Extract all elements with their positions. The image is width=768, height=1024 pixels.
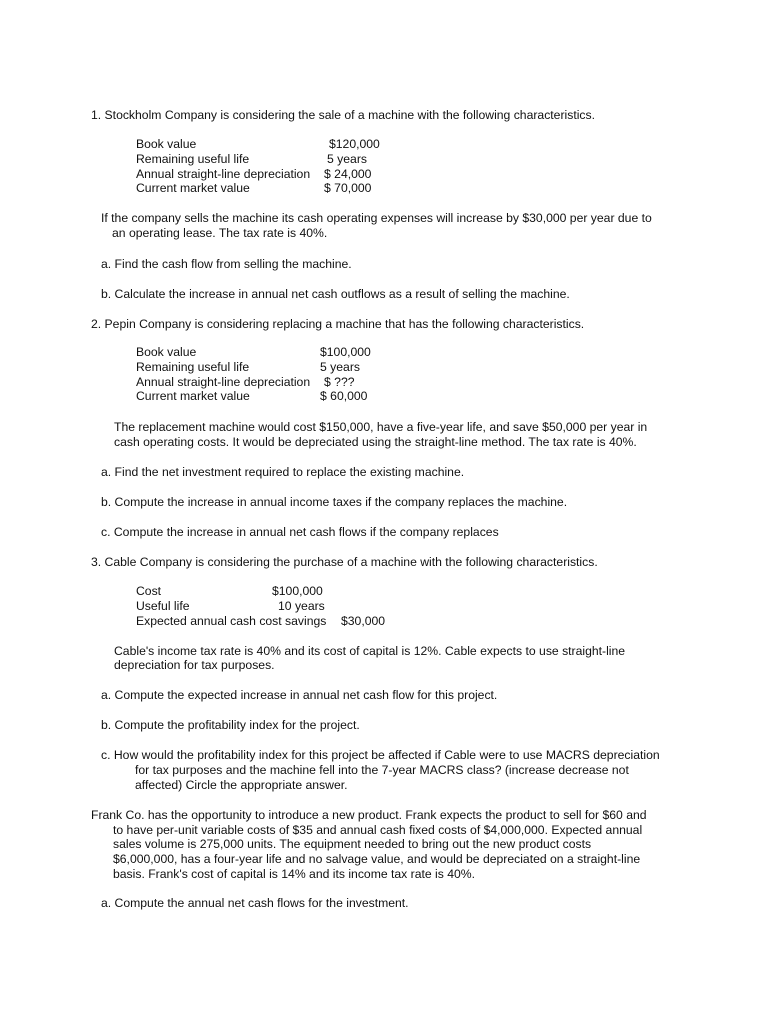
q4-paragraph-line: basis. Frank's cost of capital is 14% and its income tax rate is 40%. <box>113 867 476 881</box>
q1-paragraph-line: an operating lease. The tax rate is 40%. <box>112 226 328 240</box>
q3-part-a: a. Compute the expected increase in annual net cash flow for this project. <box>101 688 498 702</box>
q3-part-b: b. Compute the profitability index for the project. <box>101 718 360 732</box>
q2-part-b: b. Compute the increase in annual income taxes if the company replaces the machine. <box>101 495 568 509</box>
q4-paragraph-line: $6,000,000, has a four-year life and no salvage value, and would be depreciated on a straight-line <box>113 852 641 866</box>
q4-part-a: a. Compute the annual net cash flows for the investment. <box>101 896 409 910</box>
q1-part-a: a. Find the cash flow from selling the machine. <box>101 257 352 271</box>
q3-part-c-line: for tax purposes and the machine fell into the 7-year MACRS class? (increase decrease not <box>135 763 629 777</box>
q1-paragraph-line: If the company sells the machine its cash operating expenses will increase by $30,000 per year due to <box>101 211 652 225</box>
q4-paragraph-line: Frank Co. has the opportunity to introduce a new product. Frank expects the product to sell for $60 and <box>91 808 647 822</box>
q4-paragraph-line: sales volume is 275,000 units. The equipment needed to bring out the new product costs <box>113 837 592 851</box>
q2-paragraph-line: The replacement machine would cost $150,000, have a five-year life, and save $50,000 per year in <box>114 420 648 434</box>
q3-prompt: 3. Cable Company is considering the purchase of a machine with the following characteristics. <box>91 555 598 569</box>
q3-paragraph-line: depreciation for tax purposes. <box>114 658 275 672</box>
q1-prompt: 1. Stockholm Company is considering the sale of a machine with the following characteristics. <box>91 108 595 122</box>
q2-prompt: 2. Pepin Company is considering replacing a machine that has the following characteristics. <box>91 317 585 331</box>
q4-paragraph-line: to have per-unit variable costs of $35 and annual cash fixed costs of $4,000,000. Expected annual <box>113 823 643 837</box>
document-page: 1. Stockholm Company is considering the sale of a machine with the following characteristics. Book value $120,000 Remaining useful life 5 years Annual straight-line depreciation $ 24,000 Current market value $ 70,000 If the company sells the machine its cash operating expenses will increase by $30,000 per year due to an operating lease. The tax rate is 40%. a. Find the cash flow from selling the machine. b. Calculate the increase in annual net cash outflows as a result of selling the machine. 2. Pepin Company is considering replacing a machine that has the following characteristics. Book value $100,000 Remaining useful life 5 years Annual straight-line depreciation $ ??? Current market value $ 60,000 The replacement machine would cost $150,000, have a five-year life, and save $50,000 per year in cash operating costs. It would be depreciated using the straight-line method. The tax rate is 40%. a. Find the net investment required to replace the existing machine. b. Compute the increase in annual income taxes if the company replaces the machine. c. Compute the increase in annual net cash flows if the company replaces 3. Cable Company is considering the purchase of a machine with the following characteristics. Cost $100,000 Useful life 10 years Expected annual cash cost savings $30,000 Cable's income tax rate is 40% and its cost of capital is 12%. Cable expects to use straight-line depreciation for tax purposes. a. Compute the expected increase in annual net cash flow for this project. b. Compute the profitability index for the project. c. How would the profitability index for this project be affected if Cable were to use MACRS depreciation for tax purposes and the machine fell into the 7-year MACRS class? (increase decrease not affected) Circle the appropriate answer. Frank Co. has the opportunity to introduce a new product. Frank expects the product to sell for $60 and to have per-unit variable costs of $35 and annual cash fixed costs of $4,000,000. Expected annual sales volume is 275,000 units. The equipment needed to bring out the new product costs $6,000,000, has a four-year life and no salvage value, and would be depreciated on a straight-line basis. Frank's cost of capital is 14% and its income tax rate is 40%. a. Compute the annual net cash flows for the investment. <box>91 108 660 910</box>
q2-part-c: c. Compute the increase in annual net cash flows if the company replaces <box>101 525 499 539</box>
q2-paragraph-line: cash operating costs. It would be depreciated using the straight-line method. The tax rate is 40%. <box>114 435 637 449</box>
q2-part-a: a. Find the net investment required to replace the existing machine. <box>101 465 465 479</box>
q1-part-b: b. Calculate the increase in annual net cash outflows as a result of selling the machine. <box>101 287 570 301</box>
q3-part-c-line: affected) Circle the appropriate answer. <box>135 778 348 792</box>
q3-part-c-line: c. How would the profitability index for this project be affected if Cable were to use MACRS depreciation <box>101 748 660 762</box>
q3-paragraph-line: Cable's income tax rate is 40% and its cost of capital is 12%. Cable expects to use straight-line <box>114 644 626 658</box>
